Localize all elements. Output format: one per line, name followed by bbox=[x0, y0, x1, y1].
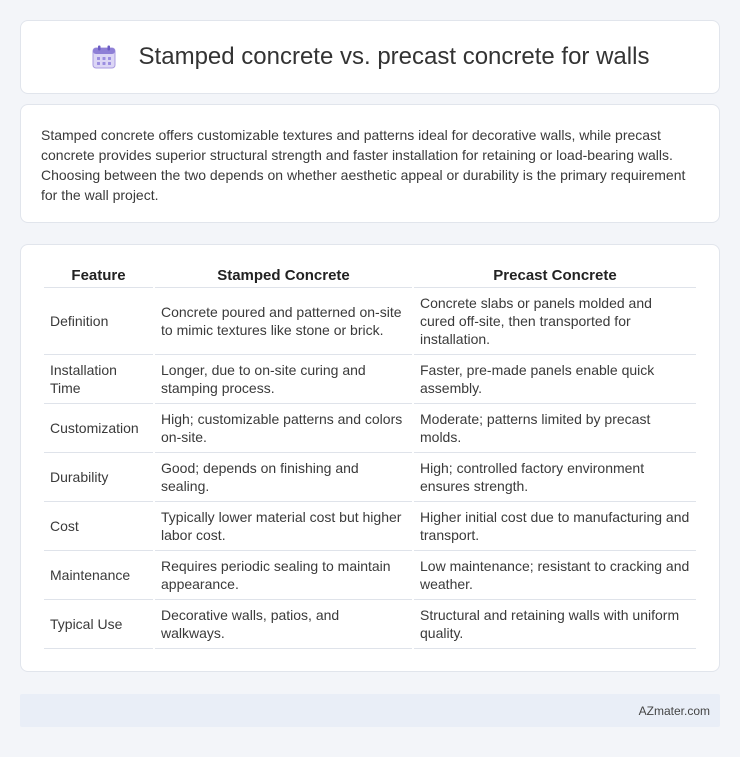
feature-cell: Definition bbox=[44, 288, 153, 355]
feature-cell: Maintenance bbox=[44, 551, 153, 600]
intro-card bbox=[20, 104, 720, 223]
stamped-cell: Typically lower material cost but higher labor cost. bbox=[155, 502, 412, 551]
precast-cell: Moderate; patterns limited by precast molds. bbox=[414, 404, 696, 453]
stamped-cell: Concrete poured and patterned on-site to mimic textures like stone or brick. bbox=[155, 288, 412, 355]
table-row bbox=[44, 453, 696, 502]
precast-cell: Low maintenance; resistant to cracking and weather. bbox=[414, 551, 696, 600]
table-row bbox=[44, 551, 696, 600]
feature-cell: Cost bbox=[44, 502, 153, 551]
table-row bbox=[44, 355, 696, 404]
comparison-table bbox=[42, 263, 698, 649]
feature-cell: Durability bbox=[44, 453, 153, 502]
precast-cell: High; controlled factory environment ensures strength. bbox=[414, 453, 696, 502]
table-row bbox=[44, 288, 696, 355]
page-title: Stamped concrete vs. precast concrete for walls bbox=[138, 43, 650, 70]
table-card bbox=[20, 244, 720, 672]
table-row bbox=[44, 404, 696, 453]
footer-brand: AZmater.com bbox=[638, 703, 710, 718]
header-feature: Feature bbox=[44, 263, 153, 288]
stamped-cell: Good; depends on finishing and sealing. bbox=[155, 453, 412, 502]
stamped-cell: Longer, due to on-site curing and stamping process. bbox=[155, 355, 412, 404]
precast-cell: Concrete slabs or panels molded and cured off-site, then transported for installation. bbox=[414, 288, 696, 355]
table-row bbox=[44, 502, 696, 551]
feature-cell: Typical Use bbox=[44, 600, 153, 649]
precast-cell: Faster, pre-made panels enable quick assembly. bbox=[414, 355, 696, 404]
table-row bbox=[44, 600, 696, 649]
title-card bbox=[20, 20, 720, 94]
feature-cell: Installation Time bbox=[44, 355, 153, 404]
header-stamped: Stamped Concrete bbox=[155, 263, 412, 288]
table-header-row bbox=[44, 263, 696, 288]
stamped-cell: Decorative walls, patios, and walkways. bbox=[155, 600, 412, 649]
precast-cell: Higher initial cost due to manufacturing and transport. bbox=[414, 502, 696, 551]
footer-bar bbox=[20, 694, 720, 727]
stamped-cell: Requires periodic sealing to maintain appearance. bbox=[155, 551, 412, 600]
intro-text: Stamped concrete offers customizable textures and patterns ideal for decorative walls, while precast concrete provides superior structural strength and faster installation for retaining or load-bearing walls. Choosing between the two depends on whether aesthetic appeal or durability is the primary requirement for the wall project. bbox=[41, 127, 686, 203]
feature-cell: Customization bbox=[44, 404, 153, 453]
precast-cell: Structural and retaining walls with uniform quality. bbox=[414, 600, 696, 649]
stamped-cell: High; customizable patterns and colors on-site. bbox=[155, 404, 412, 453]
title-wrap bbox=[91, 43, 650, 71]
header-precast: Precast Concrete bbox=[414, 263, 696, 288]
calendar-icon bbox=[91, 44, 117, 70]
